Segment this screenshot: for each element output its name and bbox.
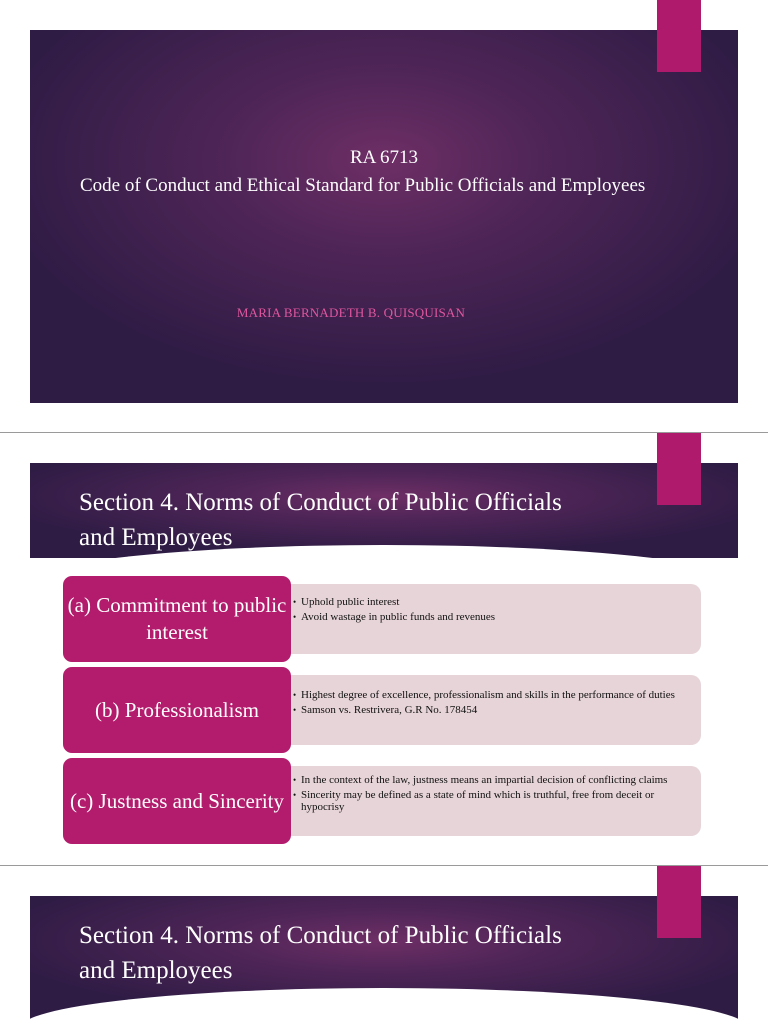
accent-tab bbox=[657, 433, 701, 505]
norm-label: (b) Professionalism bbox=[63, 667, 291, 753]
norm-row-a bbox=[63, 576, 701, 662]
bullet-item: • Sincerity may be defined as a state of mind which is truthful, free from deceit or hypocrisy bbox=[293, 789, 693, 813]
norm-label: (a) Commitment to public interest bbox=[63, 576, 291, 662]
bullet-item: • Samson vs. Restrivera, G.R No. 178454 bbox=[293, 704, 693, 716]
norm-label: (c) Justness and Sincerity bbox=[63, 758, 291, 844]
slide-divider bbox=[0, 865, 768, 866]
section-title: Section 4. Norms of Conduct of Public Officials and Employees bbox=[79, 489, 562, 551]
title-slide bbox=[30, 30, 738, 403]
norm-row-b bbox=[63, 667, 701, 753]
slide-title: Code of Conduct and Ethical Standard for Public Officials and Employees bbox=[80, 175, 646, 196]
section-title: Section 4. Norms of Conduct of Public Officials and Employees bbox=[79, 922, 562, 984]
norm-bullets bbox=[293, 689, 693, 719]
accent-tab bbox=[657, 866, 701, 938]
norm-bullets bbox=[293, 596, 693, 626]
header-curve bbox=[30, 988, 738, 1024]
author-name: MARIA BERNADETH B. QUISQUISAN bbox=[236, 305, 466, 320]
bullet-item: • In the context of the law, justness means an impartial decision of conflicting claims bbox=[293, 774, 693, 786]
bullet-item: • Avoid wastage in public funds and revenues bbox=[293, 611, 693, 623]
bullet-item: • Highest degree of excellence, professionalism and skills in the performance of duties bbox=[293, 689, 693, 701]
norm-bullets bbox=[293, 774, 693, 816]
slide-subtitle-ra: RA 6713 bbox=[349, 147, 419, 168]
section-header-band bbox=[30, 463, 738, 558]
bullet-item: • Uphold public interest bbox=[293, 596, 693, 608]
norm-row-c bbox=[63, 758, 701, 844]
slide-divider bbox=[0, 432, 768, 433]
accent-tab bbox=[657, 0, 701, 72]
section-header-band bbox=[30, 896, 738, 1024]
